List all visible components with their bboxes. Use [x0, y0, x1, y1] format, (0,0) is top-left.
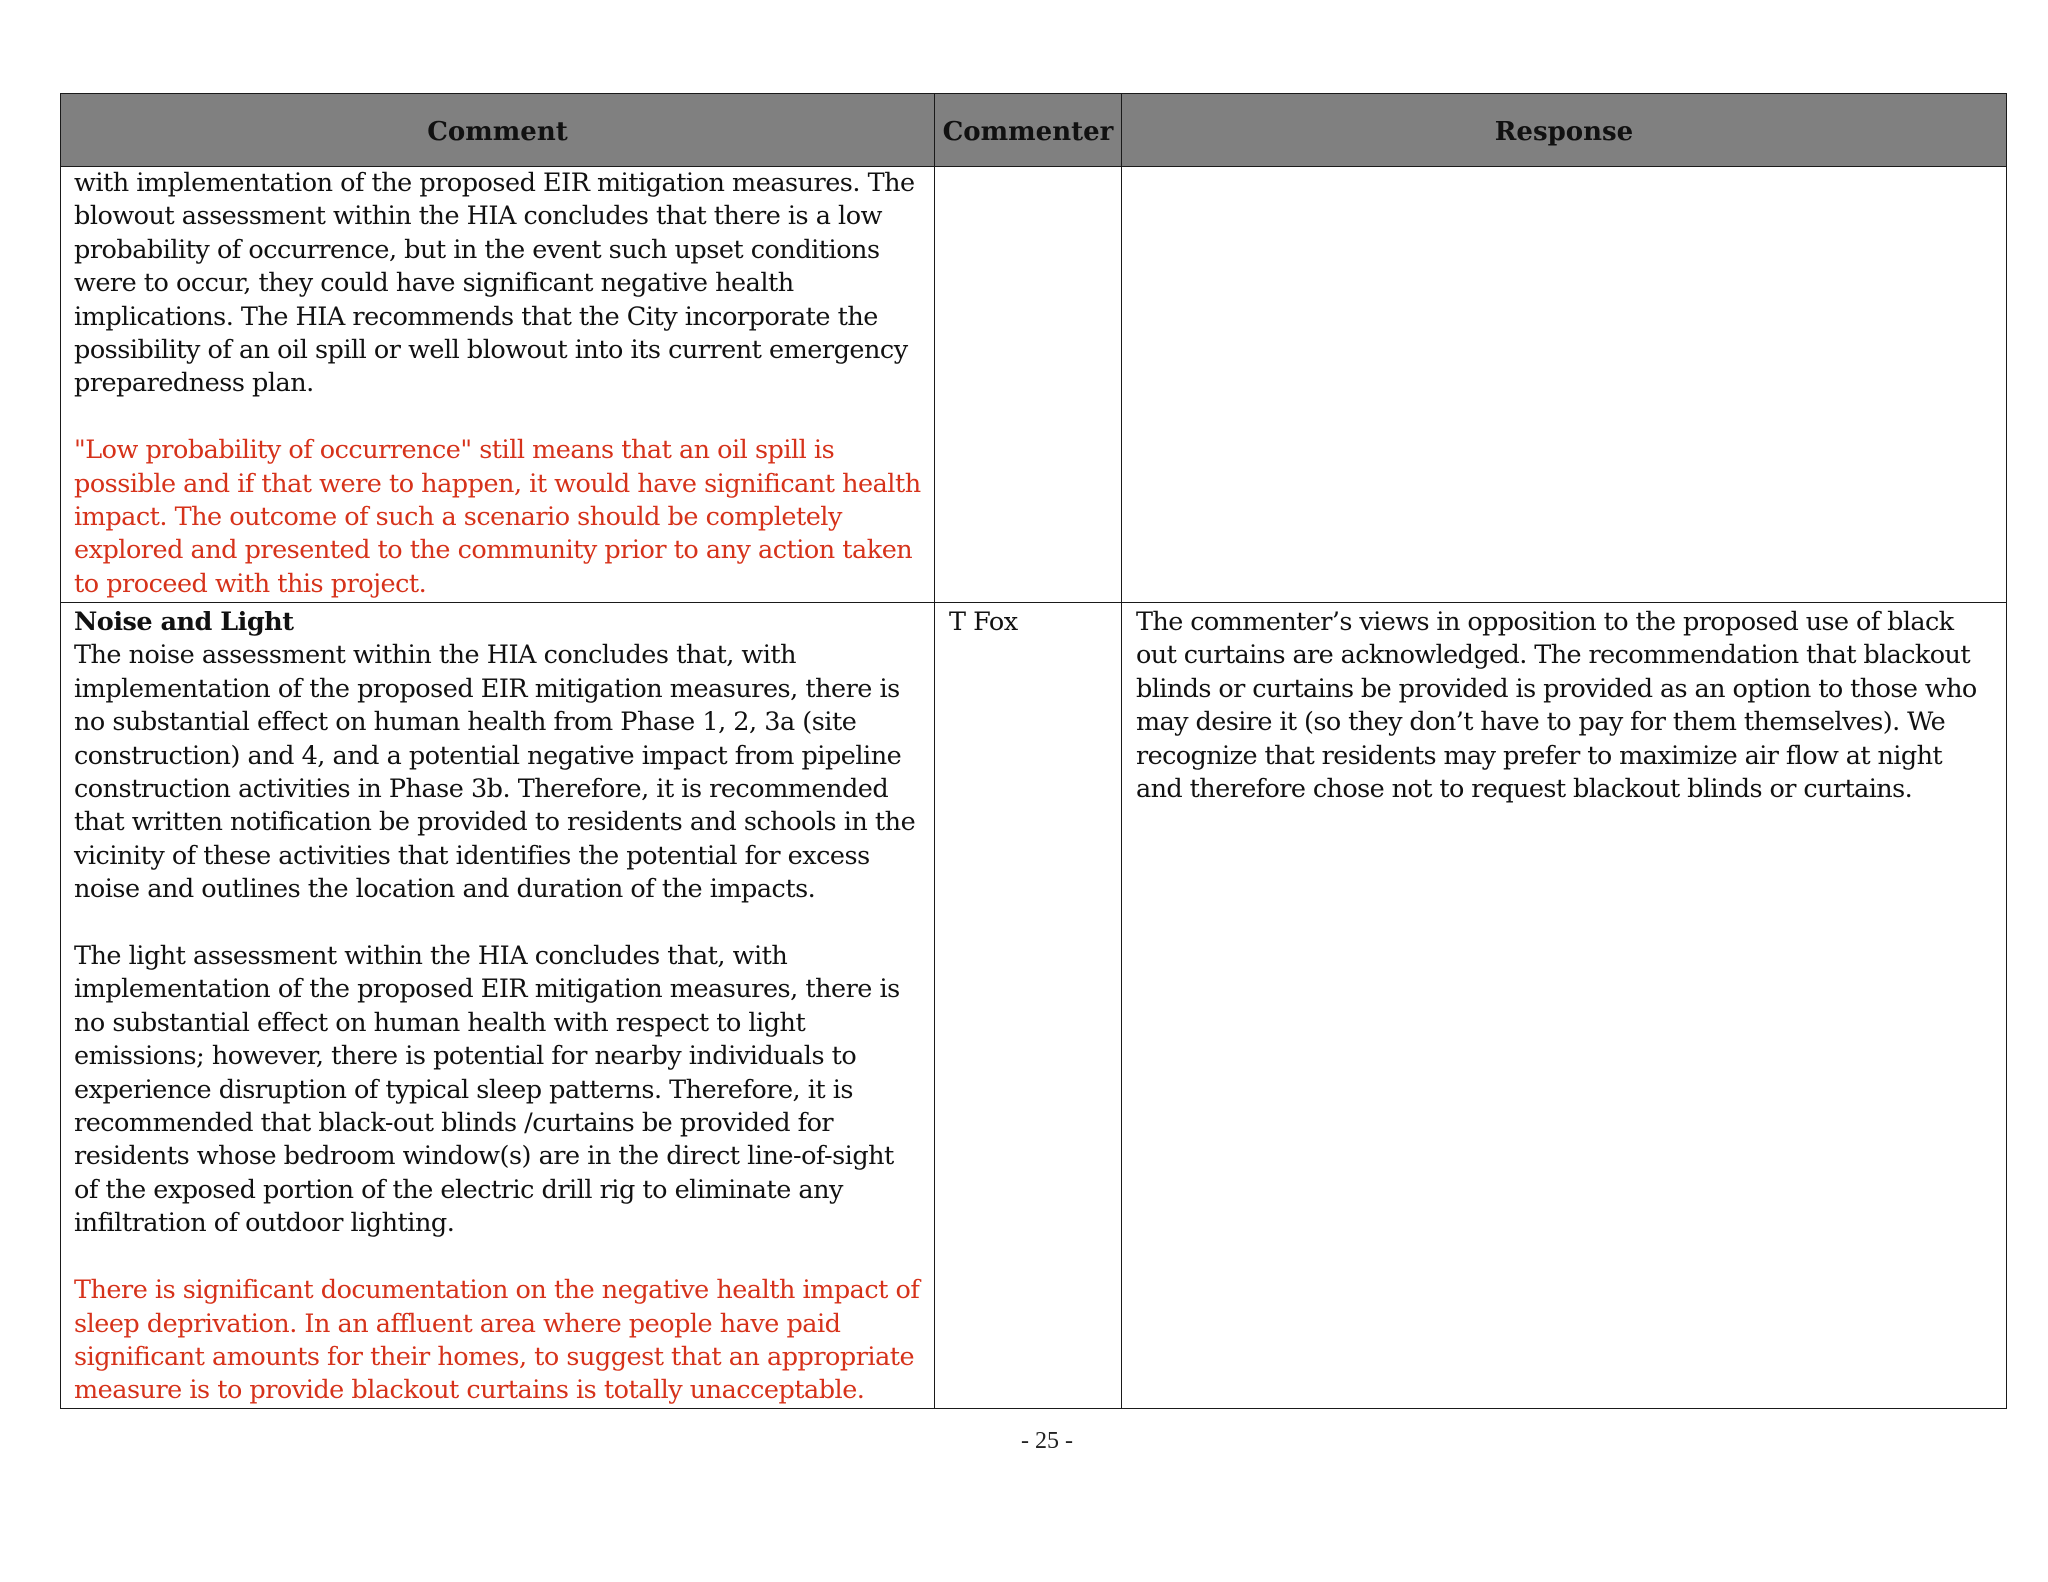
response-cell: [1122, 167, 2007, 603]
comment-heading: Noise and Light: [74, 607, 294, 637]
header-commenter: Commenter: [935, 94, 1122, 167]
comment-cell: [61, 167, 935, 603]
commenter-cell: [935, 603, 1122, 1409]
header-comment: Comment: [61, 94, 935, 167]
comment-cell: [61, 603, 935, 1409]
comment-paragraph: The light assessment within the HIA concludes that, with implementation of the proposed EIR mitigation measures, there is no substantial effect on human health with respect to light emissions; however, there is potential for nearby individuals to experience disruption of typical sleep patterns. Therefore, it is recommended that black-out blinds /curtains be provided for residents whose bedroom window(s) are in the direct line-of-sight of the exposed portion of the electric drill rig to eliminate any infiltration of outdoor lighting.: [74, 941, 900, 1239]
response-cell: [1122, 603, 2007, 1409]
commenter-name: T Fox: [949, 607, 1018, 637]
comment-paragraph: with implementation of the proposed EIR mitigation measures. The blowout assessment within the HIA concludes that there is a low probability of occurrence, but in the event such upset conditions were to occur, they could have significant negative health implications. The HIA recommends that the City incorporate the possibility of an oil spill or well blowout into its current emergency preparedness plan.: [74, 168, 915, 399]
table-header-row: [61, 94, 2007, 167]
comment-rebuttal: "Low probability of occurrence" still means that an oil spill is possible and if that were to happen, it would have significant health impact. The outcome of such a scenario should be completely explored and presented to the community prior to any action taken to proceed with this project.: [74, 435, 921, 599]
page-number: - 25 -: [1021, 1428, 1073, 1454]
response-text: The commenter’s views in opposition to the proposed use of black out curtains are acknowledged. The recommendation that blackout blinds or curtains be provided is provided as an option to those who may desire it (so they don’t have to pay for them themselves). We recognize that residents may prefer to maximize air flow at night and therefore chose not to request blackout blinds or curtains.: [1136, 607, 1977, 805]
table-row: [61, 167, 2007, 603]
commenter-cell: [935, 167, 1122, 603]
comment-paragraph: The noise assessment within the HIA concludes that, with implementation of the proposed EIR mitigation measures, there is no substantial effect on human health from Phase 1, 2, 3a (site construction) and 4, and a potential negative impact from pipeline construction activities in Phase 3b. Therefore, it is recommended that written notification be provided to residents and schools in the vicinity of these activities that identifies the potential for excess noise and outlines the location and duration of the impacts.: [74, 640, 916, 905]
header-response: Response: [1122, 94, 2007, 167]
comment-rebuttal: There is significant documentation on the negative health impact of sleep deprivation. In an affluent area where people have paid significant amounts for their homes, to suggest that an appropriate measure is to provide blackout curtains is totally unacceptable.: [74, 1275, 920, 1406]
comment-response-table: [60, 93, 2007, 1409]
table-row: [61, 603, 2007, 1409]
